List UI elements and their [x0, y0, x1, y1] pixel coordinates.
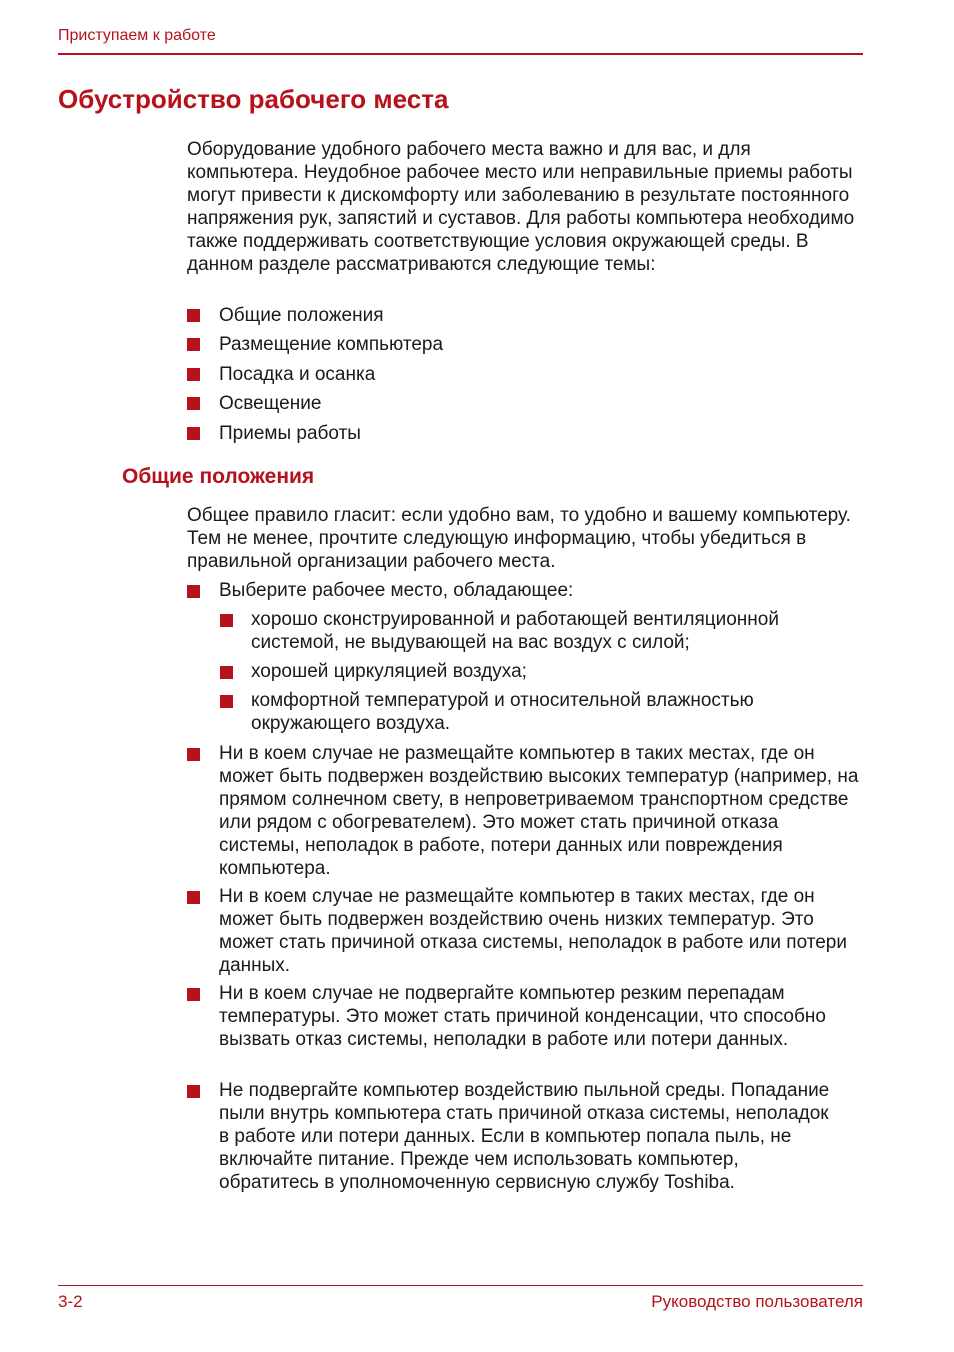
- guideline-subitem: хорошей циркуляцией воздуха;: [251, 661, 527, 682]
- guideline-item: Выберите рабочее место, обладающее:: [219, 580, 574, 601]
- topic-item: Освещение: [219, 393, 322, 414]
- footer-rule: [58, 1285, 863, 1286]
- guideline-item: Ни в коем случае не подвергайте компьютер резким перепадам температуры. Это может стать причиной конденсации, что способно вызвать отказ системы, неполадки в работе или потери данных.: [219, 983, 826, 1050]
- bullet-square-icon: [187, 427, 200, 440]
- bullet-square-icon: [187, 338, 200, 351]
- guideline-item: Ни в коем случае не размещайте компьютер в таких местах, где он может быть подвержен воздействию очень низких температур. Это может стать причиной отказа системы, неполадок в работе или потери данных.: [219, 886, 847, 976]
- bullet-square-icon: [187, 748, 200, 761]
- bullet-square-icon: [220, 695, 233, 708]
- topic-item: Посадка и осанка: [219, 364, 376, 385]
- page-number: 3-2: [58, 1292, 83, 1311]
- section-intro: Общее правило гласит: если удобно вам, то удобно и вашему компьютеру. Тем не менее, прочтите следующую информацию, чтобы убедиться в правильной организации рабочего места.: [187, 505, 851, 572]
- topic-item: Размещение компьютера: [219, 334, 444, 355]
- guideline-item: Не подвергайте компьютер воздействию пыльной среды. Попадание пыли внутрь компьютера стать причиной отказа системы, неполадок в работе или потери данных. Если в компьютер попала пыль, не включайте питание. Прежде чем использовать компьютер, обратитесь в уполномоченную сервисную службу Toshiba.: [219, 1080, 830, 1193]
- running-header: Приступаем к работе: [58, 27, 216, 44]
- page-title: Обустройство рабочего места: [58, 84, 449, 114]
- intro-paragraph: Оборудование удобного рабочего места важно и для вас, и для компьютера. Неудобное рабочее место или неправильные приемы работы могут привести к дискомфорту или заболеванию в результате постоянного напряжения рук, запястий и суставов. Для работы компьютера необходимо также поддерживать соответствующие условия окружающей среды. В данном разделе рассматриваются следующие темы:: [187, 139, 855, 275]
- bullet-square-icon: [187, 1085, 200, 1098]
- guideline-subitem: комфортной температурой и относительной влажностью окружающего воздуха.: [251, 690, 754, 734]
- guideline-item: Ни в коем случае не размещайте компьютер в таких местах, где он может быть подвержен воздействию высоких температур (например, на прямом солнечном свету, в непроветриваемом транспортном средстве или рядом с обогревателем). Это может стать причиной отказа системы, неполадок в работе, потери данных или повреждения компьютера.: [219, 743, 859, 879]
- section-heading: Общие положения: [122, 465, 315, 488]
- bullet-square-icon: [187, 988, 200, 1001]
- footer-title: Руководство пользователя: [651, 1292, 863, 1311]
- bullet-square-icon: [220, 614, 233, 627]
- bullet-square-icon: [187, 585, 200, 598]
- bullet-square-icon: [220, 666, 233, 679]
- guideline-subitem: хорошо сконструированной и работающей вентиляционной системой, не выдувающей на вас воздух с силой;: [251, 609, 779, 653]
- bullet-square-icon: [187, 309, 200, 322]
- bullet-square-icon: [187, 397, 200, 410]
- topic-item: Приемы работы: [219, 423, 361, 444]
- header-rule: [58, 53, 863, 55]
- bullet-square-icon: [187, 891, 200, 904]
- topic-item: Общие положения: [219, 305, 384, 326]
- bullet-square-icon: [187, 368, 200, 381]
